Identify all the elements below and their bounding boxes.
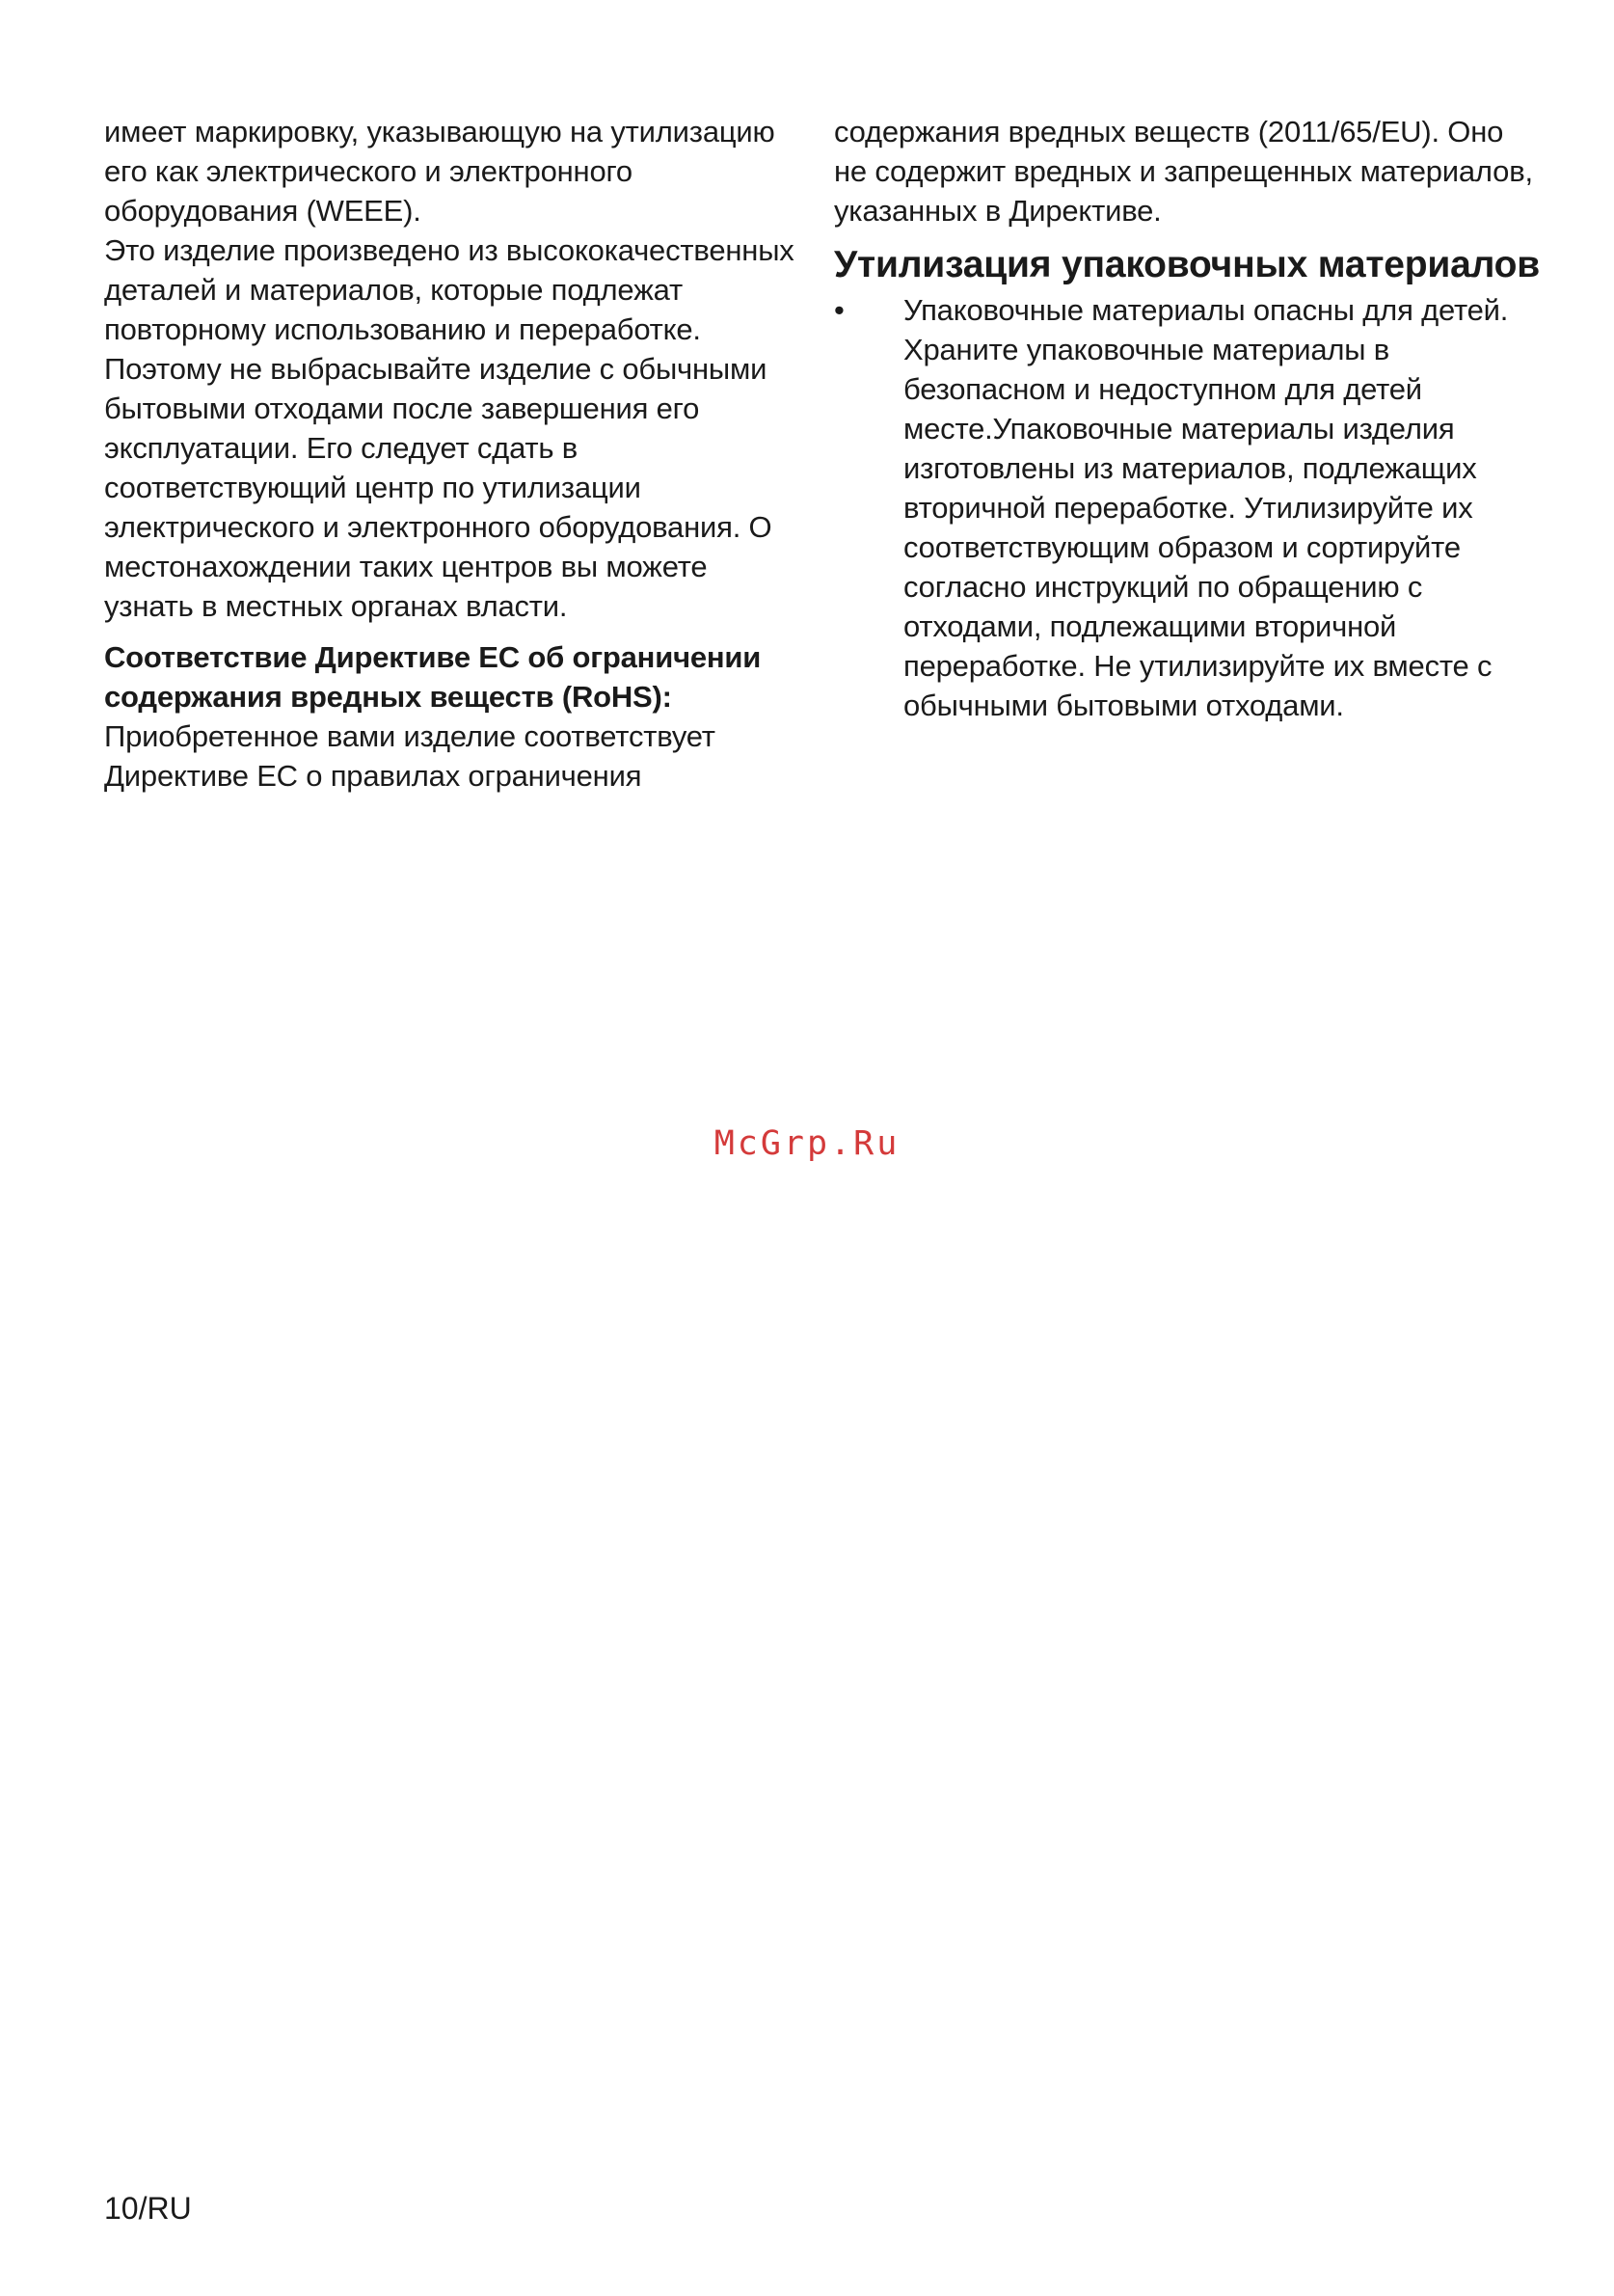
text-line: месте.Упаковочные материалы изделия (903, 412, 1455, 446)
packaging-section-title: Утилизация упаковочных материалов (834, 244, 1541, 285)
text-line: бытовыми отходами после завершения его (104, 392, 700, 425)
text-line: отходами, подлежащими вторичной (903, 609, 1397, 643)
text-line: оборудования (WEEE). (104, 194, 421, 228)
left-column (104, 112, 794, 796)
recycling-paragraph (104, 230, 794, 626)
text-line: Приобретенное вами изделие соответствует (104, 719, 715, 753)
text-line: соответствующий центр по утилизации (104, 471, 641, 504)
watermark: McGrp.Ru (713, 1124, 901, 1163)
page-number: 10/RU (104, 2191, 192, 2226)
text-line: эксплуатации. Его следует сдать в (104, 431, 578, 465)
weee-paragraph (104, 112, 791, 230)
heading-line: Соответствие Директиве ЕС об ограничении (104, 640, 762, 674)
text-line: Поэтому не выбрасывайте изделие с обычными (104, 352, 767, 386)
heading-line: содержания вредных веществ (RoHS): (104, 680, 672, 714)
text-line: имеет маркировку, указывающую на утилизацию (104, 115, 775, 149)
text-line: Упаковочные материалы опасны для детей. (903, 293, 1509, 327)
text-line: Это изделие произведено из высококачественных (104, 233, 794, 267)
text-line: Храните упаковочные материалы в (903, 333, 1390, 366)
text-line: вторичной переработке. Утилизируйте их (903, 491, 1473, 525)
right-column (834, 112, 1541, 725)
text-line: повторному использованию и переработке. (104, 312, 701, 346)
text-line: его как электрического и электронного (104, 154, 632, 188)
rohs-paragraph (104, 716, 791, 796)
bullet-icon: • (834, 293, 845, 327)
packaging-bullet-item (834, 290, 1523, 725)
text-line: электрического и электронного оборудования. О (104, 510, 772, 544)
text-line: узнать в местных органах власти. (104, 589, 568, 623)
text-line: безопасном и недоступном для детей (903, 372, 1422, 406)
text-line: Директиве ЕС о правилах ограничения (104, 759, 642, 793)
text-line: изготовлены из материалов, подлежащих (903, 451, 1477, 485)
text-line: согласно инструкций по обращению с (903, 570, 1423, 604)
text-line: местонахождении таких центров вы можете (104, 550, 708, 583)
text-line: деталей и материалов, которые подлежат (104, 273, 683, 307)
text-line: соответствующим образом и сортируйте (903, 530, 1461, 564)
text-line: переработке. Не утилизируйте их вместе с (903, 649, 1493, 683)
rohs-continuation-paragraph (834, 112, 1533, 230)
rohs-heading (104, 637, 791, 716)
text-line: обычными бытовыми отходами. (903, 689, 1344, 722)
text-line: содержания вредных веществ (2011/65/EU). Оно (834, 115, 1504, 149)
text-line: указанных в Директиве. (834, 194, 1162, 228)
text-line: не содержит вредных и запрещенных материалов, (834, 154, 1533, 188)
